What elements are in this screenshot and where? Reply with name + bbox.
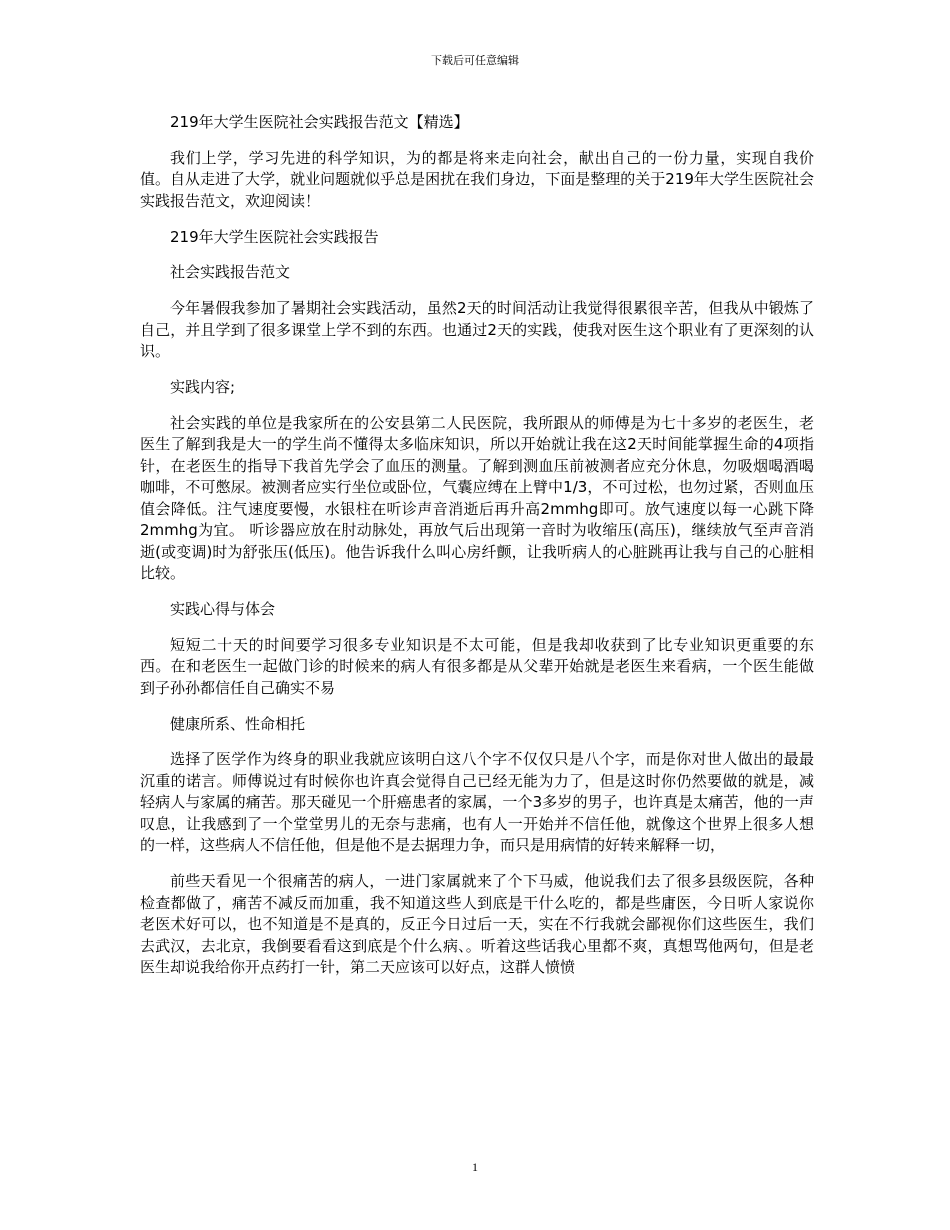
section-heading-content: 实践内容; bbox=[170, 377, 236, 396]
page-number: 1 bbox=[472, 1160, 478, 1174]
paragraph-patient-story: 前些天看见一个很痛苦的病人，一进门家属就来了个下马威，他说我们去了很多县级医院，各种检查都做了，痛苦不减反而加重，我不知道这些人到底是干什么吃的，都是些庸医，今日听人家说你老医术好可以，也不知道是不是真的，反正今日过后一天，实在不行我就会鄙视你们这些医生，我们去武汉，去北京，我倒要看看这到底是个什么病、。听着这些话我心里都不爽，真想骂他两句，但是老医生却说我给你开点药打一针，第二天应该可以好点，这群人愤愤 bbox=[140, 872, 814, 977]
paragraph-motto: 选择了医学作为终身的职业我就应该明白这八个字不仅仅只是八个字，而是你对世人做出的最最沉重的诺言。师傅说过有时候你也许真会觉得自己已经无能为力了，但是这时你仍然要做的就是，减轻病人与家属的痛苦。那天碰见一个肝癌患者的家属，一个3多岁的男子，也许真是太痛苦，他的一声叹息，让我感到了一个堂堂男儿的无奈与悲痛，也有人一开始并不信任他，就像这个世界上很多人想的一样，这些病人不信任他，但是他不是去据理力争，而只是用病情的好转来解释一切， bbox=[140, 750, 814, 855]
paragraph-summer-practice: 今年暑假我参加了暑期社会实践活动，虽然2天的时间活动让我觉得很累很辛苦，但我从中锻炼了自己，并且学到了很多课堂上学不到的东西。也通过2天的实践，使我对医生这个职业有了更深刻的认识。 bbox=[140, 299, 814, 361]
section-heading-motto: 健康所系、性命相托 bbox=[170, 714, 306, 733]
paragraph-experience: 短短二十天的时间要学习很多专业知识是不太可能，但是我却收获到了比专业知识更重要的东西。在和老医生一起做门诊的时候来的病人有很多都是从父辈开始就是老医生来看病，一个医生能做到子孙孙都信任自己确实不易 bbox=[140, 635, 814, 697]
section-heading-experience: 实践心得与体会 bbox=[170, 600, 276, 619]
document-title: 219年大学生医院社会实践报告范文【精选】 bbox=[170, 113, 469, 131]
section-heading-sample: 社会实践报告范文 bbox=[170, 263, 291, 282]
paragraph-intro: 我们上学，学习先进的科学知识，为的都是将来走向社会，献出自己的一份力量，实现自我价值。自从走进了大学，就业问题就似乎总是困扰在我们身边，下面是整理的关于219年大学生医院社会实践报告范文，欢迎阅读！ bbox=[140, 148, 814, 210]
paragraph-practice-content: 社会实践的单位是我家所在的公安县第二人民医院，我所跟从的师傅是为七十多岁的老医生，老医生了解到我是大一的学生尚不懂得太多临床知识，所以开始就让我在这2天时间能掌握生命的4项指针，在老医生的指导下我首先学会了血压的测量。了解到测血压前被测者应充分休息，勿吸烟喝酒喝咖啡，不可憋尿。被测者应实行坐位或卧位，气囊应缚在上臂中1/3，不可过松，也勿过紧，否则血压值会降低。注气速度要慢，水银柱在听诊声音消逝后再升高2mmhg即可。放气速度以每一心跳下降2mmhg为宜。 听诊器应放在肘动脉处，再放气后出现第一音时为收缩压(高压)，继续放气至声音消逝(或变调)时为舒张压(低压)。他告诉我什么叫心房纤颤，让我听病人的心脏跳再让我与自己的心脏相比较。 bbox=[140, 413, 814, 583]
page-header: 下载后可任意编辑 bbox=[431, 54, 519, 67]
section-heading-report: 219年大学生医院社会实践报告 bbox=[170, 227, 379, 246]
document-body bbox=[140, 112, 814, 993]
